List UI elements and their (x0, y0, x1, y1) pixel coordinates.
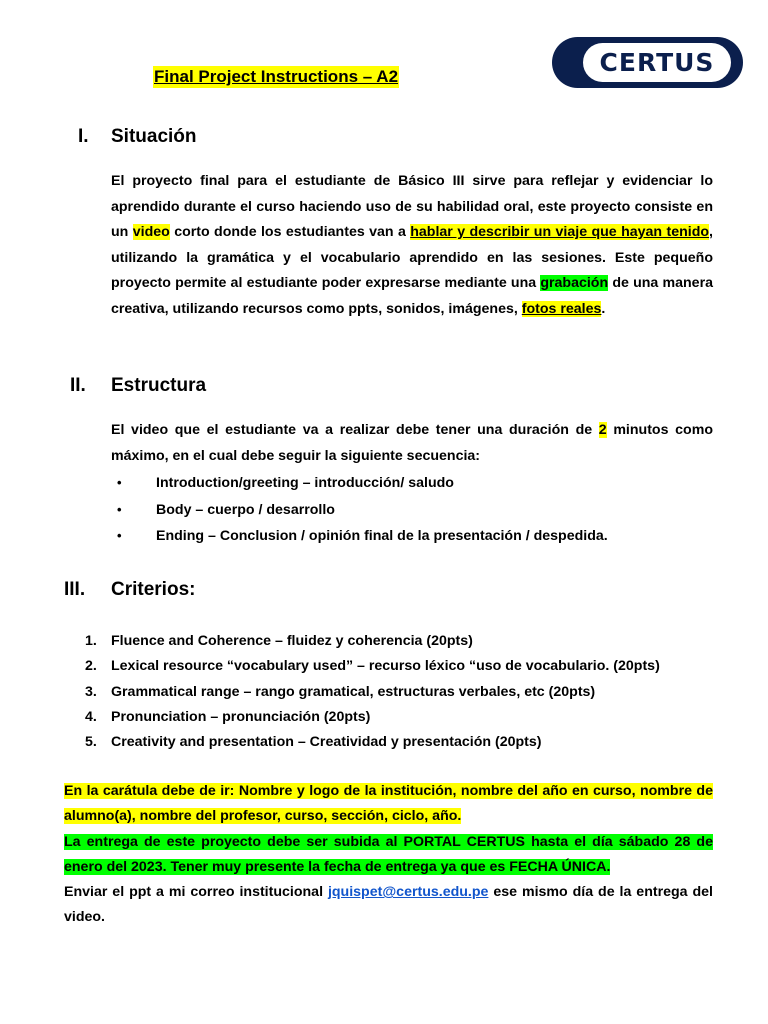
paragraph-text: corto donde los estudiantes van a (169, 224, 411, 240)
caratula-note: En la carátula debe de ir: Nombre y logo de la institución, nombre del año en curso, nombre de alumno(a), nombre del profesor, curso, sección, ciclo, año. (64, 783, 713, 825)
list-item: • Body – cuerpo / desarrollo (111, 497, 721, 524)
section-title: Criterios: (111, 579, 196, 600)
entrega-note: La entrega de este proyecto debe ser subida al PORTAL CERTUS hasta el día sábado 28 de enero del 2023. Tener muy presente la fecha de entrega ya que es FECHA ÚNICA. (64, 833, 713, 875)
situacion-paragraph (111, 169, 713, 322)
list-item (85, 705, 725, 730)
item-text: Grammatical range – rango gramatical, estructuras verbales, etc (20pts) (111, 683, 596, 700)
section-title: Estructura (111, 375, 207, 396)
item-number: 1. (85, 633, 97, 649)
paragraph-text: . (601, 300, 606, 317)
list-item: • Ending – Conclusion / opinión final de la presentación / despedida. (111, 523, 721, 550)
list-item (85, 629, 725, 654)
section-number: I. (78, 126, 89, 147)
item-text: Pronunciation – pronunciación (20pts) (111, 708, 371, 725)
paragraph-text: El video que el estudiante va a realizar debe tener una duración de (111, 422, 599, 438)
item-number: 5. (85, 734, 97, 751)
section-number: II. (70, 375, 86, 396)
highlight-video: video (132, 224, 170, 240)
item-text: Fluence and Coherence – fluidez y coherencia (20pts) (111, 633, 473, 649)
item-text: Lexical resource “vocabulary used” – recurso léxico “uso de vocabulario. (20pts) (111, 658, 660, 675)
estructura-paragraph (111, 418, 713, 469)
item-number: 2. (85, 658, 97, 675)
sequence-list (111, 470, 721, 550)
paragraph-text: El proyecto final para el estudiante de Básico III sirve para reflejar y evidenciar lo aprendido durante el curso haciendo uso de su habilidad oral, este proyecto consiste en un (111, 173, 713, 240)
paragraph-text: de una manera creativa, utilizando recursos como ppts, sonidos, imágenes, (111, 275, 713, 317)
enviar-text: Enviar el ppt a mi correo institucional (64, 884, 328, 901)
highlight-two: 2 (598, 422, 607, 438)
section-title: Situación (111, 126, 197, 147)
list-item (85, 680, 725, 705)
highlight-fotos-reales: fotos reales (521, 300, 602, 317)
criteria-list (85, 629, 725, 755)
list-item (85, 730, 725, 755)
paragraph-text: , utilizando la gramática y el vocabulario aprendido en las sesiones. Este pequeño proyecto permite al estudiante poder expresarse mediante una (111, 224, 713, 291)
certus-logo (552, 37, 743, 88)
enviar-text: ese mismo día de la entrega del video. (64, 884, 713, 926)
item-text: Creativity and presentation – Creatividad y presentación (20pts) (111, 734, 542, 751)
page-title: Final Project Instructions – A2 (154, 67, 399, 86)
highlight-grabacion: grabación (540, 275, 609, 291)
email-link[interactable]: jquispet@certus.edu.pe (327, 884, 489, 901)
list-item (85, 654, 725, 679)
item-number: 3. (85, 683, 97, 700)
item-number: 4. (85, 708, 97, 725)
paragraph-text: minutos como máximo, en el cual debe seguir la siguiente secuencia: (111, 422, 713, 464)
list-item: • Introduction/greeting – introducción/ saludo (111, 470, 721, 497)
certus-logo-text: CERTUS (583, 43, 731, 82)
highlight-hablar: hablar y describir un viaje que hayan tenido (410, 224, 710, 240)
submission-notes (64, 779, 713, 931)
section-number: III. (64, 579, 86, 600)
